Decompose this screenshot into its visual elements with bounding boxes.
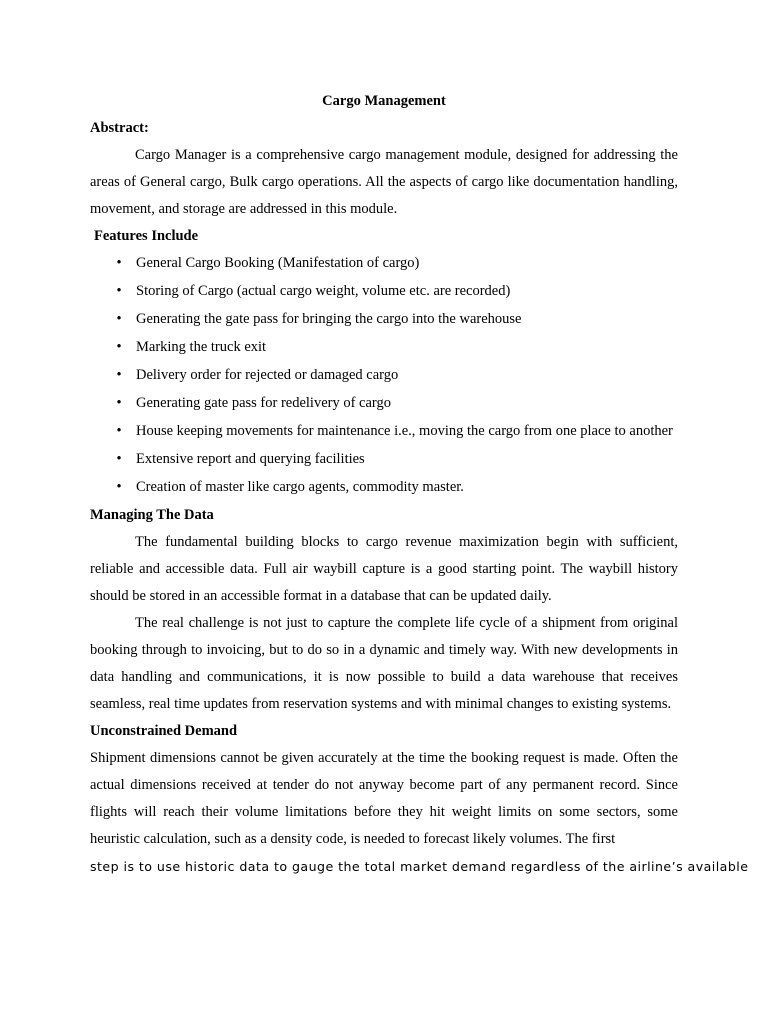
bullet-icon: • <box>116 311 122 327</box>
features-heading: Features Include <box>94 228 199 244</box>
features-list <box>90 250 678 501</box>
managing-data-heading: Managing The Data <box>90 507 214 523</box>
bullet-icon: • <box>116 395 122 411</box>
unconstrained-demand-paragraph-continued: step is to use historic data to gauge the total market demand regardless of the airline’s available <box>90 859 749 874</box>
abstract-heading: Abstract: <box>90 120 149 136</box>
feature-text: Generating gate pass for redelivery of cargo <box>136 395 391 411</box>
feature-item <box>90 390 678 417</box>
feature-text: House keeping movements for maintenance i.e., moving the cargo from one place to another <box>136 423 673 439</box>
bullet-icon: • <box>116 479 122 495</box>
bullet-icon: • <box>116 255 122 271</box>
abstract-paragraph: Cargo Manager is a comprehensive cargo management module, designed for addressing the areas of General cargo, Bulk cargo operations. All the aspects of cargo like documentation handling, movement, and storage are addressed in this module. <box>90 147 678 217</box>
bullet-icon: • <box>116 339 122 355</box>
managing-data-paragraph-1: The fundamental building blocks to cargo revenue maximization begin with sufficient, reliable and accessible data. Full air waybill capture is a good starting point. The waybill history should be stored in an accessible format in a database that can be updated daily. <box>90 534 678 604</box>
feature-item <box>90 474 678 501</box>
feature-text: Delivery order for rejected or damaged cargo <box>136 367 399 383</box>
bullet-icon: • <box>116 451 122 467</box>
feature-text: Generating the gate pass for bringing the cargo into the warehouse <box>136 311 522 327</box>
feature-item <box>90 278 678 305</box>
unconstrained-demand-heading: Unconstrained Demand <box>90 723 238 739</box>
document-body <box>90 88 749 880</box>
feature-text: Marking the truck exit <box>136 339 267 355</box>
feature-item <box>90 334 678 361</box>
feature-text: Storing of Cargo (actual cargo weight, volume etc. are recorded) <box>136 283 511 299</box>
feature-text: Creation of master like cargo agents, commodity master. <box>136 479 464 495</box>
feature-item <box>90 362 678 389</box>
bullet-icon: • <box>116 283 122 299</box>
bullet-icon: • <box>116 423 122 439</box>
feature-text: General Cargo Booking (Manifestation of cargo) <box>136 255 420 271</box>
feature-item <box>90 250 678 277</box>
feature-item <box>90 446 678 473</box>
feature-item <box>90 306 678 333</box>
feature-item <box>90 418 678 445</box>
document-title: Cargo Management <box>322 93 446 109</box>
unconstrained-demand-paragraph: Shipment dimensions cannot be given accurately at the time the booking request is made. Often the actual dimensions received at tender do not anyway become part of any permanent record. Since flights will reach their volume limitations before they hit weight limits on some sectors, some heuristic calculation, such as a density code, is needed to forecast likely volumes. The first <box>90 750 678 847</box>
managing-data-paragraph-2: The real challenge is not just to capture the complete life cycle of a shipment from original booking through to invoicing, but to do so in a dynamic and timely way. With new developments in data handling and communications, it is now possible to build a data warehouse that receives seamless, real time updates from reservation systems and with minimal changes to existing systems. <box>90 615 678 712</box>
bullet-icon: • <box>116 367 122 383</box>
feature-text: Extensive report and querying facilities <box>136 451 365 467</box>
